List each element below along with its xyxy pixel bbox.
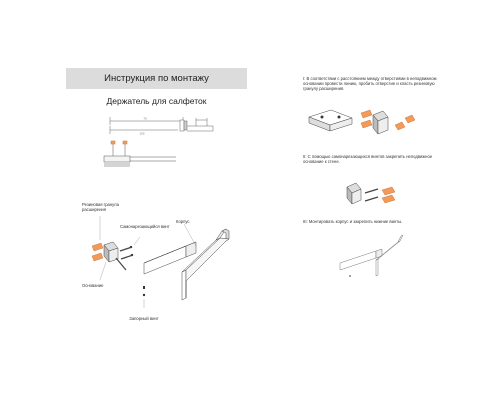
step-3-text: III: Монтировать корпус и закрепить нижние винты. bbox=[303, 219, 403, 224]
label-self-tapping-screw: Самонарезающийся винт bbox=[120, 224, 170, 229]
label-rubber-dowel: Резиновая гранула расширения bbox=[82, 202, 119, 212]
step3-drawing bbox=[340, 235, 403, 277]
locking-screw-icon bbox=[143, 286, 145, 296]
page-title: Инструкция по монтажу bbox=[104, 73, 209, 84]
base-icon bbox=[104, 242, 118, 262]
step-2-text: II: С помощью самонарезающихся винтов закрепить неподвижное основание к стене. bbox=[303, 154, 433, 165]
dimension-label-1: 70 bbox=[143, 116, 147, 121]
dimension-drawing bbox=[110, 117, 213, 134]
side-view-drawing bbox=[104, 141, 176, 166]
rubber-dowel-icon bbox=[361, 110, 372, 128]
label-base: Основание bbox=[82, 283, 104, 288]
label-locking-screw: Запорный винт bbox=[129, 316, 159, 321]
label-body: Корпус bbox=[176, 219, 190, 224]
step1-drawing bbox=[309, 110, 415, 134]
screw-icon bbox=[116, 246, 133, 270]
step-1-text: I: В соответствии с расстоянием между отверстиями в неподвижном основании провести линию, пробить отверстие и класть резиновую гранулу расширения. bbox=[303, 76, 437, 92]
rubber-dowel-icon bbox=[92, 243, 103, 261]
dimension-label-2: 155 bbox=[139, 131, 145, 136]
page-subtitle: Держатель для салфеток bbox=[106, 96, 207, 106]
assembly-drawing bbox=[92, 229, 229, 300]
step2-drawing bbox=[347, 183, 395, 204]
holder-body-icon bbox=[144, 229, 229, 300]
